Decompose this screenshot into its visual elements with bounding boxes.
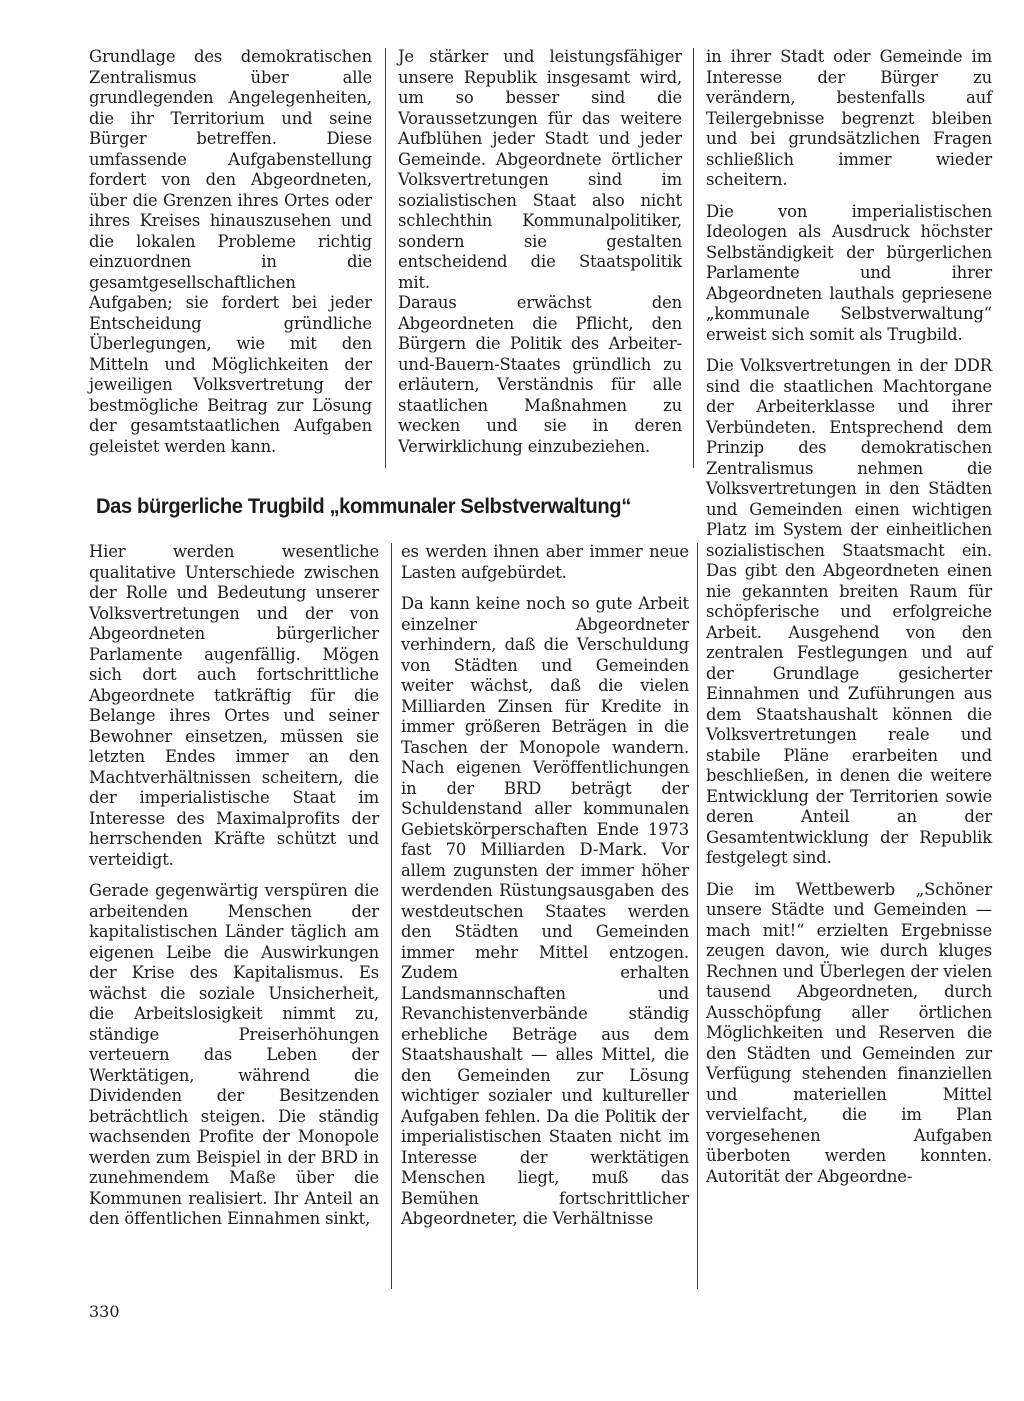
column-divider [391,543,392,1289]
paragraph: Da kann keine noch so gute Arbeit einzelner Abgeordneter verhindern, daß die Verschuldung von Städten und Gemeinden weiter wächst, daß die vielen Milliarden Zinsen für Kredite in immer größeren Beträgen in die Taschen der Monopole wandern. Nach eigenen Veröffentlichungen in der BRD beträgt der Schuldenstand aller kommunalen Gebietskörperschaften Ende 1973 fast 70 Milliarden D-Mark. Vor allem zugunsten der immer höher werdenden Rüstungsausgaben des westdeutschen Staates werden den Städten und Gemeinden immer mehr Mittel entzogen. Zudem erhalten Landsmannschaften und Revanchistenverbände ständig erhebliche Beträge aus dem Staatshaushalt — alles Mittel, die den Gemeinden zur Lösung wichtiger sozialer und kultureller Aufgaben fehlen. Da die Politik der imperialistischen Staaten nicht im Interesse der werktätigen Menschen liegt, muß das Bemühen fortschrittlicher Abgeordneter, die Verhältnisse [401,594,689,1228]
paragraph: Hier werden wesentliche qualitative Unterschiede zwischen der Rolle und Bedeutung unserer Volksvertretungen und der von Abgeordneten bürgerlicher Parlamente augenfällig. Mögen sich dort auch fortschrittliche Abgeordnete tatkräftig für die Belange ihres Ortes und seiner Bewohner einsetzen, müssen sie letzten Endes immer an den Machtverhältnissen scheitern, die der imperialistische Staat im Interesse des Maximalprofits der herrschenden Kräfte schützt und verteidigt. [89,542,379,869]
bottom-column-1 [89,542,379,1230]
paragraph: Die von imperialistischen Ideologen als Ausdruck höchster Selbständigkeit der bürgerlichen Parlamente und ihrer Abgeordneten lauthals gepriesene „kommunale Selbstverwaltung“ erweist sich somit als Trugbild. [706,201,992,344]
paragraph: Grundlage des demokratischen Zentralismus über alle grundlegenden Angelegenheiten, die ihr Territorium und seine Bürger betreffen. Diese umfassende Aufgabenstellung fordert von den Abgeordneten, über die Grenzen ihres Ortes oder ihres Kreises hinauszusehen und die lokalen Probleme richtig einzuordnen in die gesamtgesellschaftlichen Aufgaben; sie fordert bei jeder Entscheidung gründliche Überlegungen, wie mit den Mitteln und Möglichkeiten der jeweiligen Volksvertretung der bestmögliche Beitrag zur Lösung der gesamtstaatlichen Aufgaben geleistet werden kann. [89,47,372,456]
page-number: 330 [89,1302,120,1321]
paragraph: Daraus erwächst den Abgeordneten die Pflicht, den Bürgern die Politik des Arbeiter-und-Bauern-Staates gründlich zu erläutern, Verständnis für alle staatlichen Maßnahmen zu wecken und sie in deren Verwirklichung einzubeziehen. [398,293,682,456]
paragraph: Die im Wettbewerb „Schöner unsere Städte und Gemeinden — mach mit!“ erzielten Ergebnisse zeugen davon, wie durch kluges Rechnen und Überlegen der vielen tausend Abgeordneten, durch Ausschöpfung aller örtlichen Möglichkeiten und Reserven die den Städten und Gemeinden zur Verfügung stehenden finanziellen und materiellen Mittel vervielfacht, die im Plan vorgesehenen Aufgaben überboten werden konnten. Autorität der Abgeordne- [706,879,992,1186]
right-column [706,47,992,1187]
column-divider [693,48,694,468]
paragraph: es werden ihnen aber immer neue Lasten aufgebürdet. [401,542,689,582]
paragraph: Die Volksvertretungen in der DDR sind die staatlichen Machtorgane der Arbeiterklasse und ihrer Verbündeten. Entsprechend dem Prinzip des demokratischen Zentralismus nehmen die Volksvertretungen in den Städten und Gemeinden einen wichtigen Platz im System der einheitlichen sozialistischen Staatsmacht ein. Das gibt den Abgeordneten einen nie gekannten breiten Raum für schöpferische und erfolgreiche Arbeit. Ausgehend von den zentralen Festlegungen und auf der Grundlage gesicherter Einnahmen und Zuführungen aus dem Staatshaushalt können die Volksvertretungen reale und stabile Pläne erarbeiten und beschließen, in denen die weitere Entwicklung der Territorien sowie deren Anteil an der Gesamtentwicklung der Republik festgelegt sind. [706,356,992,867]
paragraph: in ihrer Stadt oder Gemeinde im Interesse der Bürger zu verändern, bestenfalls auf Teilergebnisse begrenzt bleiben und bei grundsätzlichen Fragen schließlich immer wieder scheitern. [706,47,992,189]
top-column-1 [89,47,372,457]
paragraph: Je stärker und leistungsfähiger unsere Republik insgesamt wird, um so besser sind die Voraussetzungen für das weitere Aufblühen jeder Stadt und jeder Gemeinde. Abgeordnete örtlicher Volksvertretungen sind im sozialistischen Staat also nicht schlechthin Kommunalpolitiker, sondern sie gestalten entscheidend die Staatspolitik mit. [398,47,682,292]
section-heading: Das bürgerliche Trugbild „kommunaler Selbstverwaltung“ [96,495,631,518]
column-divider [697,543,698,1289]
bottom-column-2 [401,542,689,1230]
column-divider [385,48,386,468]
top-column-2 [398,47,682,457]
paragraph: Gerade gegenwärtig verspüren die arbeitenden Menschen der kapitalistischen Länder täglich am eigenen Leibe die Auswirkungen der Krise des Kapitalismus. Es wächst die soziale Unsicherheit, die Arbeitslosigkeit nimmt zu, ständige Preiserhöhungen verteuern das Leben der Werktätigen, während die Dividenden der Besitzenden beträchtlich steigen. Die ständig wachsenden Profite der Monopole werden zum Beispiel in der BRD in zunehmendem Maße über die Kommunen realisiert. Ihr Anteil an den öffentlichen Einnahmen sinkt, [89,881,379,1228]
